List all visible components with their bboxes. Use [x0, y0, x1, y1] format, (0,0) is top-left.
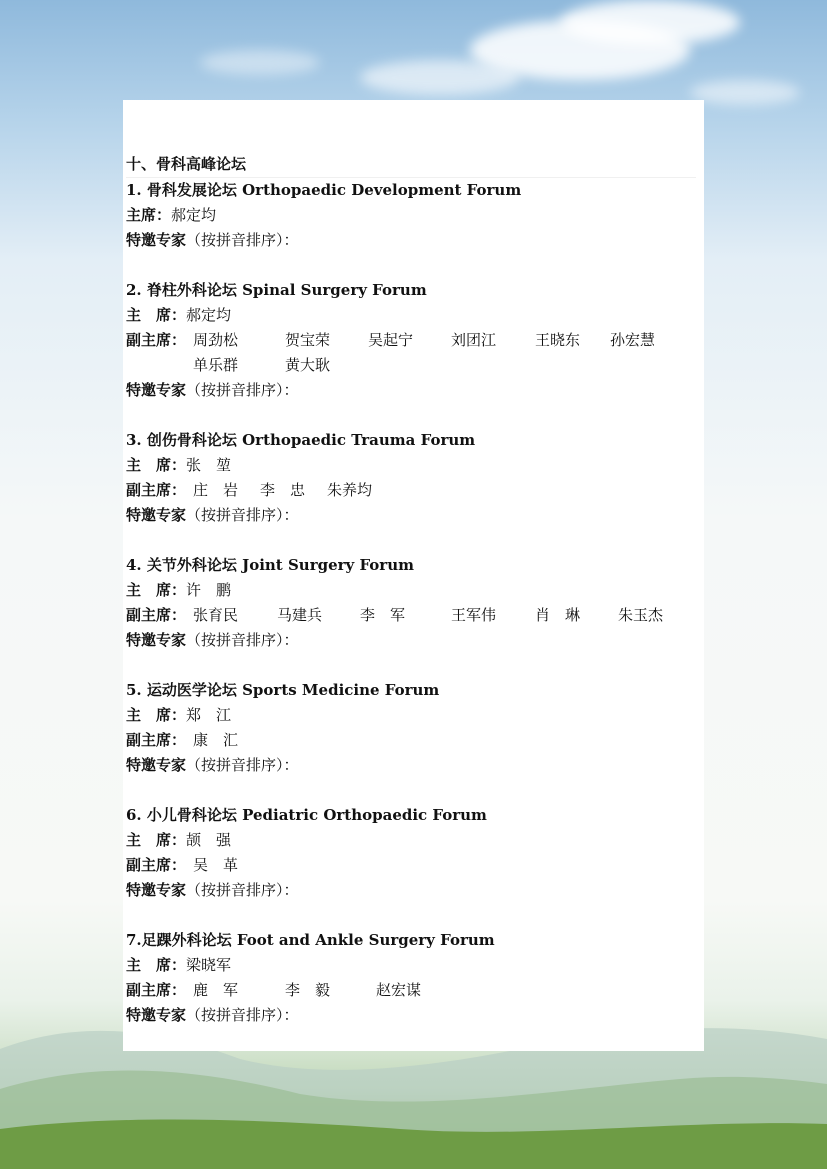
vice-chair-row — [126, 603, 696, 628]
vice-chair-label: 副主席： — [126, 606, 187, 624]
invited-label: 特邀专家 — [126, 506, 187, 524]
forum-title: 5. 运动医学论坛 Sports Medicine Forum — [126, 681, 440, 699]
invited-label: 特邀专家 — [126, 381, 187, 399]
invited-row — [126, 503, 696, 528]
vice-chair-name: 吴 革 — [193, 856, 239, 874]
vice-chair-row-continued — [126, 353, 696, 378]
vice-chair-name: 单乐群 — [193, 356, 239, 374]
vice-chair-row — [126, 478, 696, 503]
vice-chair-name: 李 军 — [360, 606, 406, 624]
invited-label: 特邀专家 — [126, 881, 187, 899]
vice-chair-row — [126, 853, 696, 878]
vice-chair-row — [126, 728, 696, 753]
vice-chair-name: 康 汇 — [193, 731, 239, 749]
section-title: 十、骨科高峰论坛 — [126, 152, 696, 178]
chair-name: 颉 强 — [186, 831, 232, 849]
chair-row — [126, 303, 696, 328]
invited-note: （按拼音排序）： — [186, 506, 299, 524]
chair-label: 主 席： — [126, 306, 187, 324]
vice-chair-row — [126, 328, 696, 353]
chair-name: 郑 江 — [186, 706, 232, 724]
vice-chair-label: 副主席： — [126, 331, 187, 349]
invited-row — [126, 878, 696, 903]
invited-row — [126, 628, 696, 653]
cloud — [200, 50, 320, 75]
invited-label: 特邀专家 — [126, 231, 187, 249]
vice-chair-name: 庄 岩 — [193, 481, 239, 499]
chair-row — [126, 703, 696, 728]
chair-row — [126, 953, 696, 978]
vice-chair-name: 李 毅 — [285, 981, 331, 999]
chair-row — [126, 828, 696, 853]
forum-title: 3. 创伤骨科论坛 Orthopaedic Trauma Forum — [126, 431, 476, 449]
vice-chair-name: 吴起宁 — [368, 331, 414, 349]
vice-chair-name: 赵宏谋 — [376, 981, 422, 999]
chair-label: 主席： — [126, 206, 172, 224]
chair-name: 张 堃 — [186, 456, 232, 474]
vice-chair-name: 马建兵 — [277, 606, 323, 624]
invited-note: （按拼音排序）： — [186, 381, 299, 399]
vice-chair-name: 周劲松 — [193, 331, 239, 349]
invited-row — [126, 378, 696, 403]
chair-name: 郝定均 — [186, 306, 232, 324]
vice-chair-label: 副主席： — [126, 981, 187, 999]
forum-title: 2. 脊柱外科论坛 Spinal Surgery Forum — [126, 281, 427, 299]
forum-title: 7.足踝外科论坛 Foot and Ankle Surgery Forum — [126, 931, 495, 949]
chair-row — [126, 203, 696, 228]
chair-label: 主 席： — [126, 956, 187, 974]
cloud — [690, 80, 800, 105]
vice-chair-name: 朱玉杰 — [618, 606, 664, 624]
vice-chair-label: 副主席： — [126, 731, 187, 749]
chair-label: 主 席： — [126, 831, 187, 849]
chair-row — [126, 578, 696, 603]
vice-chair-name: 孙宏慧 — [610, 331, 656, 349]
vice-chair-label: 副主席： — [126, 481, 187, 499]
cloud — [560, 0, 740, 45]
invited-note: （按拼音排序）： — [186, 881, 299, 899]
invited-row — [126, 1003, 696, 1028]
chair-row — [126, 453, 696, 478]
forum-title: 6. 小儿骨科论坛 Pediatric Orthopaedic Forum — [126, 806, 487, 824]
vice-chair-label: 副主席： — [126, 856, 187, 874]
chair-name: 梁晓军 — [186, 956, 232, 974]
vice-chair-name: 张育民 — [193, 606, 239, 624]
invited-note: （按拼音排序）： — [186, 231, 299, 249]
vice-chair-name: 黄大耿 — [285, 356, 331, 374]
vice-chair-name: 朱养均 — [327, 481, 373, 499]
chair-name: 郝定均 — [171, 206, 217, 224]
vice-chair-name: 肖 琳 — [535, 606, 581, 624]
chair-label: 主 席： — [126, 706, 187, 724]
vice-chair-name: 刘团江 — [451, 331, 497, 349]
vice-chair-row — [126, 978, 696, 1003]
vice-chair-name: 李 忠 — [260, 481, 306, 499]
cloud — [360, 60, 520, 95]
invited-note: （按拼音排序）： — [186, 631, 299, 649]
chair-name: 许 鹏 — [186, 581, 232, 599]
vice-chair-name: 王晓东 — [535, 331, 581, 349]
invited-row — [126, 753, 696, 778]
invited-label: 特邀专家 — [126, 1006, 187, 1024]
document-body — [126, 152, 696, 1028]
vice-chair-name: 王军伟 — [451, 606, 497, 624]
invited-label: 特邀专家 — [126, 631, 187, 649]
vice-chair-name: 贺宝荣 — [285, 331, 331, 349]
invited-note: （按拼音排序）： — [186, 1006, 299, 1024]
forum-title: 4. 关节外科论坛 Joint Surgery Forum — [126, 556, 414, 574]
chair-label: 主 席： — [126, 581, 187, 599]
chair-label: 主 席： — [126, 456, 187, 474]
vice-chair-name: 鹿 军 — [193, 981, 239, 999]
invited-row — [126, 228, 696, 253]
invited-note: （按拼音排序）： — [186, 756, 299, 774]
invited-label: 特邀专家 — [126, 756, 187, 774]
forum-title: 1. 骨科发展论坛 Orthopaedic Development Forum — [126, 181, 522, 199]
